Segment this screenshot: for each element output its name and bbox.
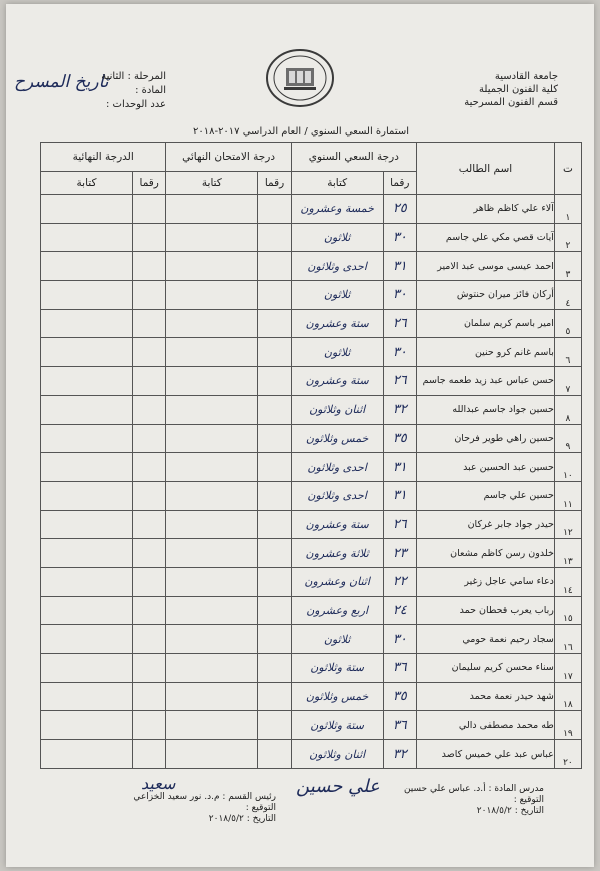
department-name: قسم الفنون المسرحية	[464, 97, 558, 108]
college-name: كلية الفنون الجميلة	[479, 84, 558, 95]
annual-words: اربع وعشرون	[291, 596, 383, 625]
final-digits	[133, 596, 166, 625]
head-signature-label: التوقيع :	[245, 803, 276, 813]
final-digits	[133, 740, 166, 769]
final-words	[41, 567, 133, 596]
table-row	[41, 338, 582, 367]
final-words	[41, 740, 133, 769]
final-digits	[133, 195, 166, 224]
student-name: امير باسم كريم سلمان	[417, 309, 555, 338]
table-row	[41, 711, 582, 740]
head-date: التاريخ : ٢٠١٨/٥/٢	[208, 814, 276, 824]
row-number: ٦	[554, 338, 581, 367]
head-block	[106, 792, 276, 825]
teacher-date: التاريخ : ٢٠١٨/٥/٢	[476, 806, 544, 816]
annual-digits: ٣٢	[383, 395, 416, 424]
final-words	[41, 195, 133, 224]
row-number: ٢	[554, 223, 581, 252]
annual-words: ثلاثون	[291, 281, 383, 310]
exam-words	[166, 567, 258, 596]
student-name: باسم غانم كرو حنين	[417, 338, 555, 367]
annual-digits: ٢٥	[383, 195, 416, 224]
exam-words	[166, 596, 258, 625]
student-name: أركان فائز ميران حنتوش	[417, 281, 555, 310]
head-signature: سعيد	[141, 774, 176, 793]
header-words: كتابة	[166, 172, 258, 195]
annual-digits: ٢٤	[383, 596, 416, 625]
annual-words: ستة وعشرون	[291, 309, 383, 338]
final-digits	[133, 539, 166, 568]
table-row	[41, 424, 582, 453]
final-digits	[133, 309, 166, 338]
annual-words: ستة وعشرون	[291, 510, 383, 539]
final-words	[41, 367, 133, 396]
header-words: كتابة	[41, 172, 133, 195]
final-words	[41, 223, 133, 252]
annual-words: ثلاثة وعشرون	[291, 539, 383, 568]
table-row	[41, 223, 582, 252]
row-number: ١١	[554, 481, 581, 510]
annual-digits: ٣١	[383, 453, 416, 482]
final-digits	[133, 252, 166, 281]
exam-words	[166, 654, 258, 683]
exam-words	[166, 481, 258, 510]
final-words	[41, 424, 133, 453]
student-name: طه محمد مصطفى دالي	[417, 711, 555, 740]
row-number: ٣	[554, 252, 581, 281]
exam-words	[166, 195, 258, 224]
course-info	[76, 70, 166, 112]
header-student-name: اسم الطالب	[417, 143, 555, 195]
student-name: آلاء علي كاظم ظاهر	[417, 195, 555, 224]
final-digits	[133, 567, 166, 596]
annual-digits: ٣١	[383, 481, 416, 510]
student-name: خلدون رسن كاظم مشعان	[417, 539, 555, 568]
exam-words	[166, 453, 258, 482]
final-words	[41, 281, 133, 310]
annual-words: اثنان وثلاثون	[291, 395, 383, 424]
annual-digits: ٣٠	[383, 223, 416, 252]
final-words	[41, 481, 133, 510]
university-seal-icon	[264, 48, 336, 108]
exam-digits	[258, 252, 291, 281]
exam-digits	[258, 195, 291, 224]
student-name: حسين راهي طوير فرحان	[417, 424, 555, 453]
annual-digits: ٣٠	[383, 338, 416, 367]
annual-digits: ٢٢	[383, 567, 416, 596]
exam-words	[166, 625, 258, 654]
table-row	[41, 539, 582, 568]
final-words	[41, 453, 133, 482]
annual-digits: ٢٦	[383, 367, 416, 396]
teacher-line: مدرس المادة : أ.د. عباس علي حسين	[403, 784, 544, 794]
final-digits	[133, 367, 166, 396]
table-row	[41, 625, 582, 654]
final-words	[41, 682, 133, 711]
final-words	[41, 510, 133, 539]
exam-digits	[258, 711, 291, 740]
exam-digits	[258, 625, 291, 654]
annual-words: ستة وثلاثون	[291, 711, 383, 740]
units-label: عدد الوحدات :	[105, 99, 166, 110]
exam-digits	[258, 740, 291, 769]
exam-digits	[258, 481, 291, 510]
row-number: ٧	[554, 367, 581, 396]
header-digits: رقما	[258, 172, 291, 195]
final-words	[41, 711, 133, 740]
final-words	[41, 596, 133, 625]
student-name: حسين علي جاسم	[417, 481, 555, 510]
row-number: ١٠	[554, 453, 581, 482]
exam-words	[166, 395, 258, 424]
annual-words: خمس وثلاثون	[291, 682, 383, 711]
row-number: ١٤	[554, 567, 581, 596]
student-name: حسن عباس عبد زيد طعمه جاسم	[417, 367, 555, 396]
header-num: ت	[554, 143, 581, 195]
form-title: استمارة السعي السنوي / العام الدراسي ٢٠١٧-٢٠١٨	[192, 126, 410, 137]
row-number: ١٥	[554, 596, 581, 625]
final-digits	[133, 654, 166, 683]
annual-words: اثنان وثلاثون	[291, 740, 383, 769]
final-digits	[133, 625, 166, 654]
exam-words	[166, 367, 258, 396]
exam-digits	[258, 367, 291, 396]
table-row	[41, 309, 582, 338]
table-row	[41, 453, 582, 482]
row-number: ٩	[554, 424, 581, 453]
final-digits	[133, 338, 166, 367]
annual-words: ثلاثون	[291, 223, 383, 252]
final-words	[41, 338, 133, 367]
annual-digits: ٢٦	[383, 510, 416, 539]
table-row	[41, 281, 582, 310]
table-row	[41, 367, 582, 396]
annual-words: احدى وثلاثون	[291, 481, 383, 510]
row-number: ١٦	[554, 625, 581, 654]
university-name: جامعة القادسية	[494, 71, 558, 82]
final-digits	[133, 711, 166, 740]
annual-words: ستة وعشرون	[291, 367, 383, 396]
row-number: ٨	[554, 395, 581, 424]
final-words	[41, 309, 133, 338]
row-number: ١٢	[554, 510, 581, 539]
annual-words: احدى وثلاثون	[291, 453, 383, 482]
exam-words	[166, 740, 258, 769]
annual-digits: ٣٠	[383, 281, 416, 310]
exam-digits	[258, 338, 291, 367]
row-number: ١	[554, 195, 581, 224]
annual-digits: ٣١	[383, 252, 416, 281]
annual-digits: ٣٠	[383, 625, 416, 654]
final-words	[41, 625, 133, 654]
row-number: ٢٠	[554, 740, 581, 769]
table-row	[41, 481, 582, 510]
table-row	[41, 654, 582, 683]
grades-table	[40, 142, 582, 769]
exam-digits	[258, 654, 291, 683]
exam-digits	[258, 567, 291, 596]
handwritten-subject: تاريخ المسرح	[14, 72, 109, 92]
annual-words: اثنان وعشرون	[291, 567, 383, 596]
student-name: احمد عيسى موسى عبد الامير	[417, 252, 555, 281]
table-row	[41, 510, 582, 539]
annual-words: خمسة وعشرون	[291, 195, 383, 224]
annual-words: خمس وثلاثون	[291, 424, 383, 453]
final-digits	[133, 510, 166, 539]
header-final-exam: درجة الامتحان النهائي	[166, 143, 291, 172]
annual-digits: ٣٢	[383, 740, 416, 769]
table-row	[41, 740, 582, 769]
student-name: دعاء سامي عاجل زغير	[417, 567, 555, 596]
subject-label: المادة :	[135, 85, 166, 96]
annual-digits: ٣٥	[383, 682, 416, 711]
annual-digits: ٢٣	[383, 539, 416, 568]
row-number: ١٣	[554, 539, 581, 568]
final-digits	[133, 395, 166, 424]
annual-words: ثلاثون	[291, 625, 383, 654]
student-name: سناء محسن كريم سليمان	[417, 654, 555, 683]
row-number: ١٩	[554, 711, 581, 740]
student-name: حسين عبد الحسين عبد	[417, 453, 555, 482]
exam-digits	[258, 223, 291, 252]
exam-words	[166, 252, 258, 281]
student-name: آيات قصي مكي علي جاسم	[417, 223, 555, 252]
teacher-signature-label: التوقيع :	[513, 795, 544, 805]
student-name: حسين جواد جاسم عبدالله	[417, 395, 555, 424]
table-row	[41, 596, 582, 625]
exam-words	[166, 424, 258, 453]
exam-digits	[258, 395, 291, 424]
exam-digits	[258, 510, 291, 539]
row-number: ١٨	[554, 682, 581, 711]
exam-words	[166, 309, 258, 338]
exam-digits	[258, 453, 291, 482]
header-words: كتابة	[291, 172, 383, 195]
exam-digits	[258, 424, 291, 453]
final-digits	[133, 424, 166, 453]
final-words	[41, 252, 133, 281]
row-number: ٤	[554, 281, 581, 310]
table-row	[41, 567, 582, 596]
annual-words: ستة وثلاثون	[291, 654, 383, 683]
exam-words	[166, 539, 258, 568]
header-final-grade: الدرجة النهائية	[41, 143, 166, 172]
exam-digits	[258, 682, 291, 711]
student-name: عباس عبد علي خميس كاصد	[417, 740, 555, 769]
annual-digits: ٣٥	[383, 424, 416, 453]
row-number: ٥	[554, 309, 581, 338]
header-digits: رقما	[383, 172, 416, 195]
final-words	[41, 395, 133, 424]
teacher-signature: علي حسين	[296, 776, 380, 797]
exam-digits	[258, 596, 291, 625]
exam-words	[166, 223, 258, 252]
exam-words	[166, 711, 258, 740]
header-annual-grade: درجة السعي السنوي	[291, 143, 416, 172]
annual-words: احدى وثلاثون	[291, 252, 383, 281]
exam-digits	[258, 539, 291, 568]
exam-digits	[258, 281, 291, 310]
final-digits	[133, 223, 166, 252]
row-number: ١٧	[554, 654, 581, 683]
head-line: رئيس القسم : م.د. نور سعيد الخزاعي	[133, 792, 276, 802]
annual-words: ثلاثون	[291, 338, 383, 367]
student-name: سجاد رحيم نعمة حومي	[417, 625, 555, 654]
header-digits: رقما	[133, 172, 166, 195]
annual-digits: ٢٦	[383, 309, 416, 338]
teacher-block	[344, 784, 544, 817]
final-words	[41, 654, 133, 683]
exam-words	[166, 682, 258, 711]
institution-header	[408, 70, 558, 109]
table-row	[41, 195, 582, 224]
stage-label: المرحلة : الثانية	[101, 71, 166, 82]
final-digits	[133, 682, 166, 711]
exam-words	[166, 338, 258, 367]
student-name: حيدر جواد جابر غركان	[417, 510, 555, 539]
final-words	[41, 539, 133, 568]
exam-words	[166, 510, 258, 539]
table-row	[41, 252, 582, 281]
student-name: شهد حيدر نعمة محمد	[417, 682, 555, 711]
annual-digits: ٣٦	[383, 654, 416, 683]
table-row	[41, 395, 582, 424]
student-name: رباب يعرب قحطان حمد	[417, 596, 555, 625]
final-digits	[133, 481, 166, 510]
exam-digits	[258, 309, 291, 338]
final-digits	[133, 281, 166, 310]
table-row	[41, 682, 582, 711]
exam-words	[166, 281, 258, 310]
document-page	[6, 4, 594, 867]
annual-digits: ٣٦	[383, 711, 416, 740]
final-digits	[133, 453, 166, 482]
